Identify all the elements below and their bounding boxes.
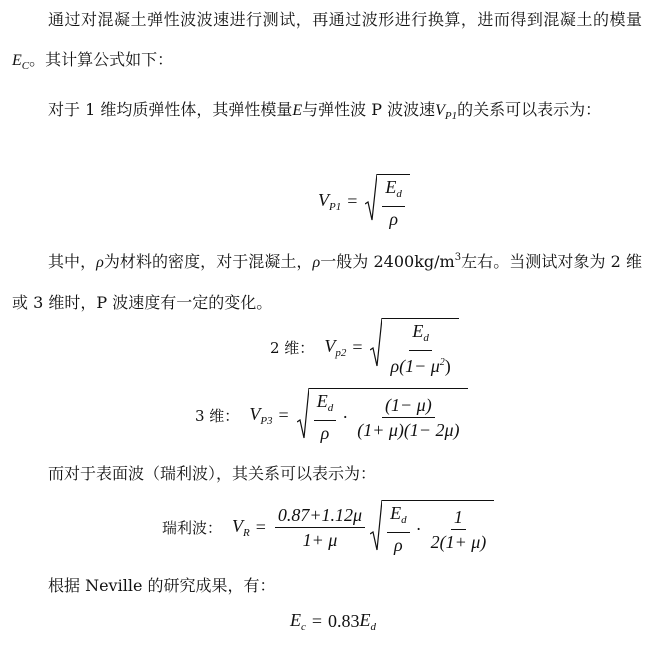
equation-vp1: $V_{P1}$ = $\frac{E_d}{\rho}$ [318, 174, 410, 229]
equation-vp3: 3 维： $V_{P3}$ = $\frac{E_d}{\rho}$ · $\frac{(1- \mu)}{(1+ \mu)(1- 2\mu)}$ [195, 388, 468, 443]
intro-paragraph: 通过对混凝土弹性波波速进行测试，再通过波形进行换算，进而得到混凝土的模量$E_C$。其计算公式如下： [12, 10, 642, 72]
modulus-symbol: $E_C$ [12, 52, 30, 72]
sqrt-sign: $\frac{E_d}{\rho}$ · $\frac{(1- \mu)}{(1+ \mu)(1- 2\mu)}$ [297, 388, 468, 443]
equation-vr: 瑞利波： $V_R$ = $\frac{0.87+1.12\mu}{1+ \mu}$ $\frac{E_d}{\rho}$ · $\frac{1}{2(1+ \mu)}$ [162, 500, 494, 555]
one-dim-paragraph: 对于 1 维均质弹性体，其弹性模量E与弹性波 P 波波速$V_{P1}$的关系可以表示为： [48, 100, 602, 122]
density-paragraph: 其中，ρ为材料的密度，对于混凝土，ρ一般为 $2400kg/m^3$左右。当测试对象为 2 维或 3 维时，P 波速度有一定的变化。 [12, 252, 642, 312]
e-symbol: E [292, 102, 303, 119]
vp1-symbol: $V_{P1}$ [435, 102, 458, 122]
rayleigh-paragraph: 而对于表面波（瑞利波），其关系可以表示为： [48, 464, 377, 483]
neville-paragraph: 根据 Neville 的研究成果，有： [48, 576, 276, 595]
equation-vp2: 2 维： $V_{p2}$ = $\frac{E_d}{\rho(1- \mu^2)}$ [270, 318, 459, 376]
sqrt-sign: $\frac{E_d}{\rho}$ · $\frac{1}{2(1+ \mu)}$ [370, 500, 494, 555]
sqrt-sign: $\frac{E_d}{\rho(1- \mu^2)}$ [370, 318, 458, 376]
equation-ec: $E_c$ = 0.83 $E_d$ [290, 610, 377, 633]
sqrt-sign: $\frac{E_d}{\rho}$ [365, 174, 410, 229]
